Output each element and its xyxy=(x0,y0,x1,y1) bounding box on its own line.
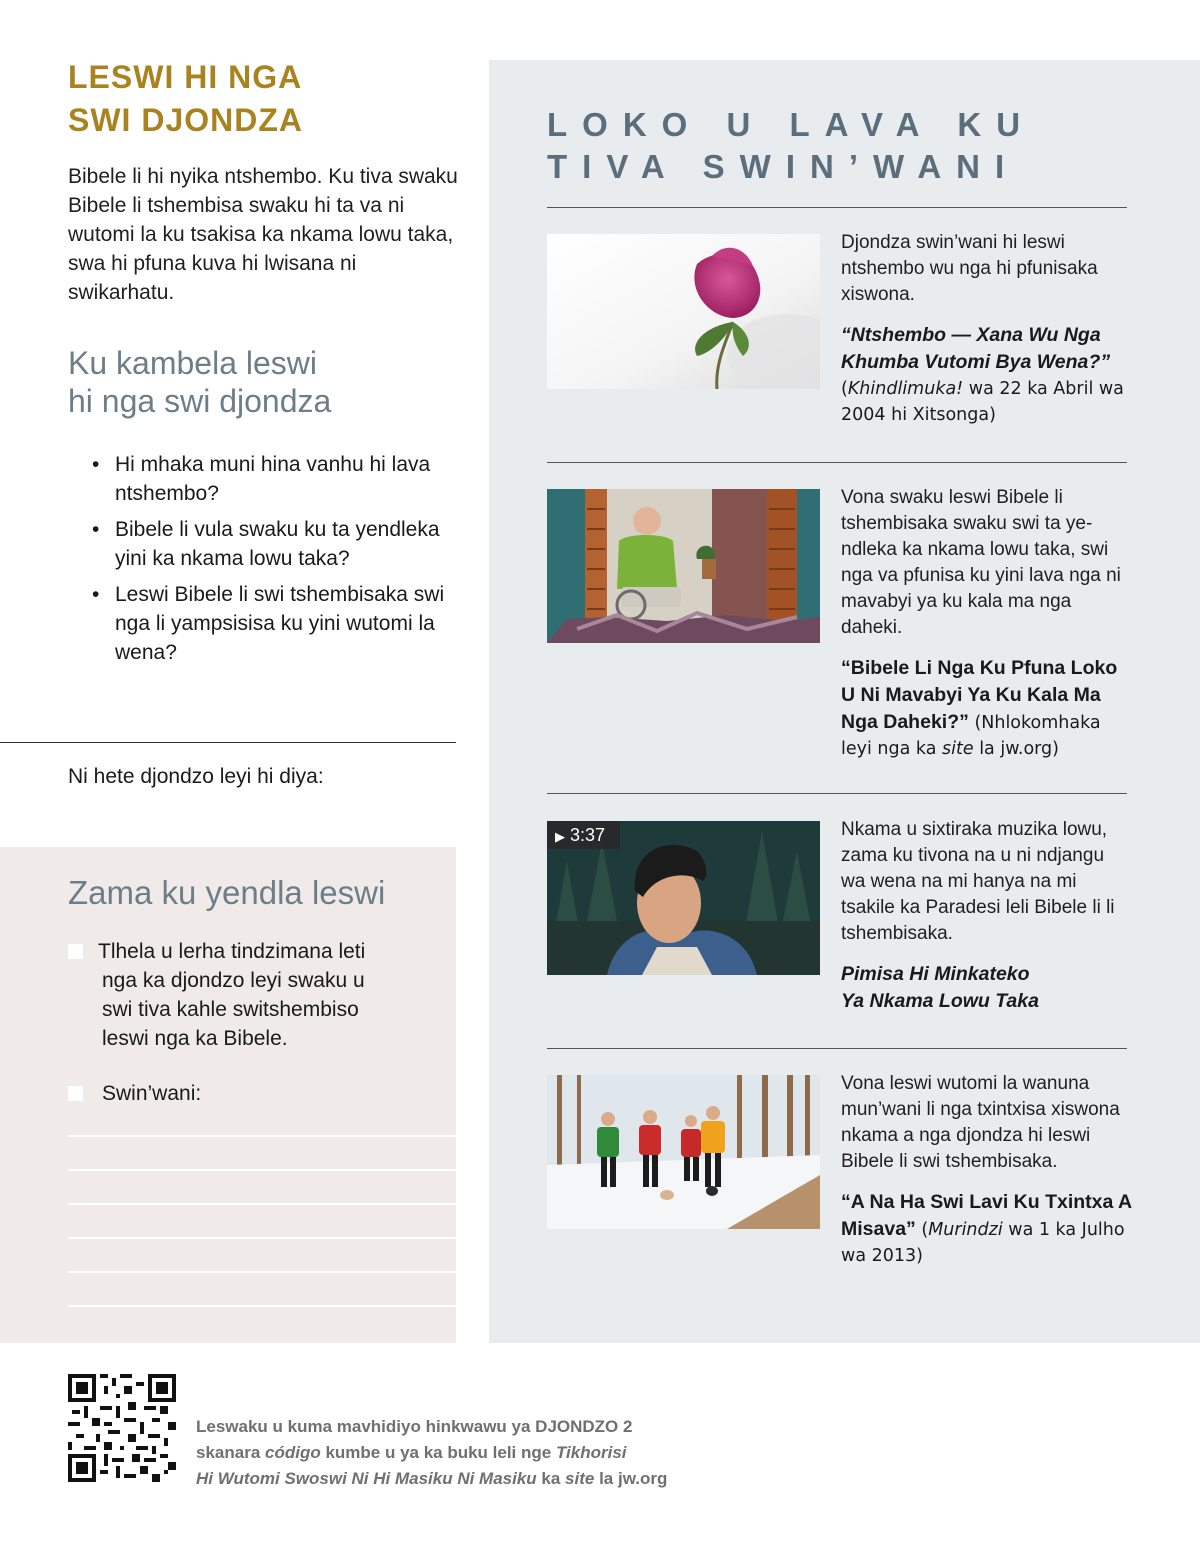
video-duration: 3:37 xyxy=(570,825,606,845)
ref-text: ( xyxy=(841,379,848,399)
publication-name: Khindlimuka! xyxy=(847,379,964,399)
review-title xyxy=(68,344,331,420)
article-reference[interactable] xyxy=(841,961,1133,1015)
practice-box xyxy=(0,847,456,1343)
bullet-icon: • xyxy=(92,453,100,476)
article-title[interactable]: “Bibele Li Nga Ku Pfuna Loko U Ni Mavabyi Ya Ku Kala Ma Nga Daheki?” xyxy=(841,657,1118,733)
footer-text-part: site xyxy=(565,1469,595,1488)
article-reference[interactable] xyxy=(841,655,1133,762)
article-body xyxy=(841,485,1133,762)
task-line: Tlhela u lerha tindzimana leti xyxy=(98,940,366,963)
practice-title: Zama ku yendla leswi xyxy=(68,874,386,911)
review-question xyxy=(92,580,456,667)
task-checkbox[interactable] xyxy=(68,944,83,959)
review-question-text: Leswi Bibele li swi tshembisaka swi nga li yampsisisa ku yini wutomi la wena? xyxy=(115,583,445,664)
divider xyxy=(0,742,456,743)
summary-title xyxy=(68,56,303,142)
footer-line xyxy=(196,1466,667,1492)
ref-text: wa 1 ka Julho wa 2013) xyxy=(841,1220,1125,1266)
bullet-icon: • xyxy=(92,518,100,541)
practice-task-text xyxy=(68,937,365,1053)
footer-text xyxy=(196,1414,667,1492)
summary-title-line: SWI DJONDZA xyxy=(68,102,303,138)
task-line: swi tiva kahle switshembiso xyxy=(102,998,359,1021)
review-question xyxy=(92,450,456,508)
footer-text-part: kumbe u ya ka buku leli nge xyxy=(320,1443,556,1462)
article-body xyxy=(841,1071,1133,1269)
publication-name: Murindzi xyxy=(928,1220,1003,1240)
book-title: Hi Wutomi Swoswi Ni Hi Masiku Ni Masiku xyxy=(196,1469,537,1488)
write-line[interactable] xyxy=(68,1135,456,1137)
practice-task-item xyxy=(68,937,365,1053)
explore-title-line: LOKO U LAVA KU xyxy=(547,106,1036,143)
completed-date-label: Ni hete djondzo leyi hi diya: xyxy=(68,765,324,788)
write-line[interactable] xyxy=(68,1271,456,1273)
review-title-line: Ku kambela leswi xyxy=(68,345,317,381)
play-icon: ▶ xyxy=(555,829,565,844)
review-question-text: Bibele li vula swaku ku ta yendleka yini ka nkama lowu taka? xyxy=(115,518,440,570)
article-reference[interactable] xyxy=(841,1189,1133,1269)
bullet-icon: • xyxy=(92,583,100,606)
write-line[interactable] xyxy=(68,1305,456,1307)
divider xyxy=(547,462,1127,463)
ref-text: site xyxy=(942,739,974,759)
divider xyxy=(547,793,1127,794)
pink-flower-image[interactable] xyxy=(547,234,820,389)
ref-text: (Nhlokomhaka leyi nga ka xyxy=(841,713,1101,759)
write-line[interactable] xyxy=(68,1169,456,1171)
ref-text: wa 22 ka Abril wa 2004 hi Xitsonga) xyxy=(841,379,1124,425)
review-question xyxy=(92,515,456,573)
review-question-list xyxy=(92,450,456,674)
footer-text-part: skanara xyxy=(196,1443,265,1462)
practice-other-label: Swin’wani: xyxy=(102,1082,202,1105)
task-line: nga ka djondzo leyi swaku u xyxy=(102,969,365,992)
summary-text: Bibele li hi nyika ntshembo. Ku tiva swaku Bibele li tshembisa swaku hi ta va ni wutomi la ku tsakisa ka nkama lowu taka, swa hi pfuna kuva hi lwisana ni swikarhatu. xyxy=(68,165,458,304)
footer-line: Leswaku u kuma mavhidiyo hinkwawu ya DJONDZO 2 xyxy=(196,1417,633,1436)
video-title[interactable]: Ya Nkama Lowu Taka xyxy=(841,990,1039,1012)
article-description: Nkama u sixtiraka muzika lowu, zama ku tivona na u ni ndjangu wa wena na mi hanya na mi tsakile ka Paradesi leli Bibele li li tshembisaka. xyxy=(841,819,1115,944)
video-title[interactable]: Pimisa Hi Minkateko xyxy=(841,963,1030,985)
divider xyxy=(547,1048,1127,1049)
article-reference[interactable] xyxy=(841,322,1133,428)
task-line: leswi nga ka Bibele. xyxy=(102,1027,288,1050)
article-description: Djondza swin’wani hi leswi ntshembo wu nga hi pfunisaka xiswona. xyxy=(841,232,1098,305)
video-duration-badge xyxy=(547,821,620,849)
footer xyxy=(68,1374,768,1488)
ref-text: ( xyxy=(915,1220,929,1240)
review-title-line: hi nga swi djondza xyxy=(68,383,332,419)
footer-text-part: ka xyxy=(536,1469,566,1488)
practice-other-item xyxy=(68,1079,201,1108)
man-in-wheelchair-image[interactable] xyxy=(547,489,820,643)
divider xyxy=(547,207,1127,208)
article-title[interactable]: “A Na Ha Swi Lavi Ku Txintxa A Misava” xyxy=(841,1191,1132,1240)
write-line[interactable] xyxy=(68,1203,456,1205)
article-title[interactable]: “Ntshembo — Xana Wu Nga Khumba Vutomi Bya Wena?” xyxy=(841,324,1111,373)
article-description: Vona swaku leswi Bibele li tshembisaka swaku swi ta yendleka ka nkama lowu taka, swi nga va pfunisa ku yini lava nga ni mavabyi ya ku kala ma nga daheki. xyxy=(841,487,1121,638)
other-checkbox[interactable] xyxy=(68,1086,83,1101)
explore-title xyxy=(547,104,1035,188)
qr-code-icon[interactable] xyxy=(68,1374,176,1482)
article-description: Vona leswi wutomi la wanuna mun’wani li nga txintxisa xiswona nkama a nga djondza hi leswi Bibele li swi tshembisaka. xyxy=(841,1073,1120,1172)
summary-title-line: LESWI HI NGA xyxy=(68,59,303,95)
book-title: Tikhorisi xyxy=(555,1443,627,1462)
article-body xyxy=(841,817,1133,1015)
footer-line xyxy=(196,1440,667,1466)
review-question-text: Hi mhaka muni hina vanhu hi lava ntshembo? xyxy=(115,453,431,505)
write-line[interactable] xyxy=(68,1237,456,1239)
couples-walking-in-snow-image[interactable] xyxy=(547,1075,820,1229)
article-body xyxy=(841,230,1133,428)
explore-title-line: TIVA SWIN’WANI xyxy=(547,148,1020,185)
man-looking-up-video-thumbnail[interactable] xyxy=(547,821,820,975)
footer-text-part: la jw.org xyxy=(594,1469,668,1488)
ref-text: la jw.org) xyxy=(973,739,1059,759)
footer-text-part: código xyxy=(265,1443,321,1462)
